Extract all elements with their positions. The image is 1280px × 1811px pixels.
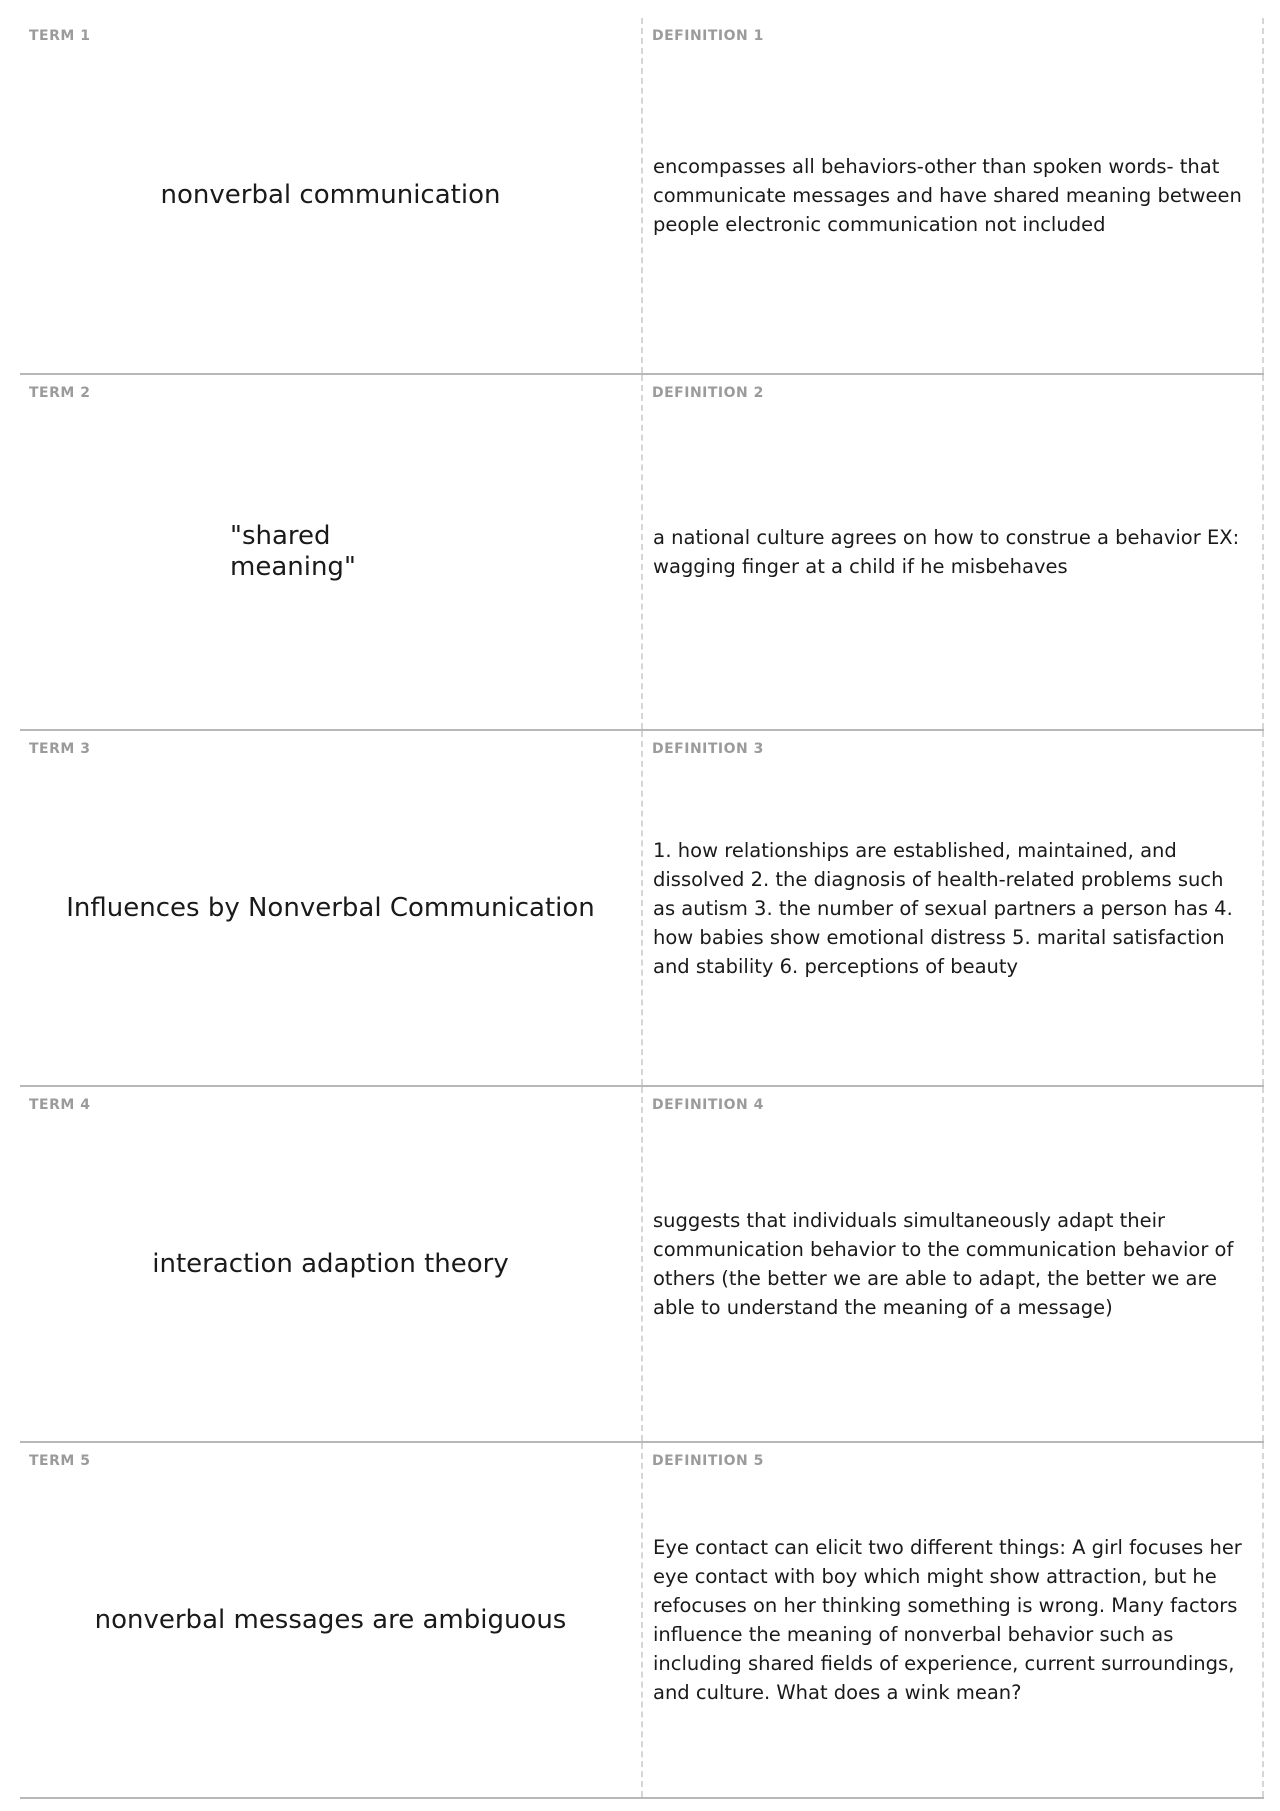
flashcard-row xyxy=(20,1443,1264,1799)
term-text: Influences by Nonverbal Communication xyxy=(66,892,595,923)
term-text: "shared meaning" xyxy=(230,521,356,582)
term-label: TERM 4 xyxy=(29,1097,91,1113)
term-cell xyxy=(20,18,643,373)
term-cell xyxy=(20,1087,643,1441)
definition-text: a national culture agrees on how to construe a behavior EX: wagging finger at a child if he misbehaves xyxy=(653,526,1240,578)
term-cell xyxy=(20,731,643,1085)
term-label: TERM 2 xyxy=(29,385,91,401)
term-text: nonverbal communication xyxy=(160,180,501,210)
definition-label: DEFINITION 5 xyxy=(652,1453,764,1469)
definition-cell xyxy=(643,1443,1264,1797)
definition-cell xyxy=(643,731,1264,1085)
term-label: TERM 5 xyxy=(29,1453,91,1469)
term-label: TERM 3 xyxy=(29,741,91,757)
definition-text: suggests that individuals simultaneously adapt their communication behavior to the communication behavior of others (the better we are able to adapt, the better we are able to understand the meaning of a message) xyxy=(653,1209,1234,1319)
definition-label: DEFINITION 1 xyxy=(652,28,764,44)
definition-cell xyxy=(643,1087,1264,1441)
definition-cell xyxy=(643,375,1264,729)
definition-text: 1. how relationships are established, maintained, and dissolved 2. the diagnosis of health-related problems such as autism 3. the number of sexual partners a person has 4. how babies show emotional distress 5. marital satisfaction and stability 6. perceptions of beauty xyxy=(653,838,1233,978)
term-cell xyxy=(20,1443,643,1797)
flashcard-row xyxy=(20,731,1264,1087)
flashcard-sheet xyxy=(20,18,1264,1799)
definition-cell xyxy=(643,18,1264,373)
flashcard-row xyxy=(20,1087,1264,1443)
definition-label: DEFINITION 4 xyxy=(652,1097,764,1113)
definition-label: DEFINITION 2 xyxy=(652,385,764,401)
definition-label: DEFINITION 3 xyxy=(652,741,764,757)
term-text: interaction adaption theory xyxy=(152,1248,509,1279)
term-cell xyxy=(20,375,643,729)
term-text: nonverbal messages are ambiguous xyxy=(94,1604,567,1635)
flashcard-row xyxy=(20,375,1264,731)
definition-text: Eye contact can elicit two different things: A girl focuses her eye contact with boy which might show attraction, but he refocuses on her thinking something is wrong. Many factors influence the meaning of nonverbal behavior such as including shared fields of experience, current surroundings, and culture. What does a wink mean? xyxy=(653,1536,1242,1704)
definition-text: encompasses all behaviors-other than spoken words- that communicate messages and have shared meaning between people electronic communication not included xyxy=(653,155,1242,236)
flashcard-row xyxy=(20,18,1264,375)
term-label: TERM 1 xyxy=(29,28,91,44)
